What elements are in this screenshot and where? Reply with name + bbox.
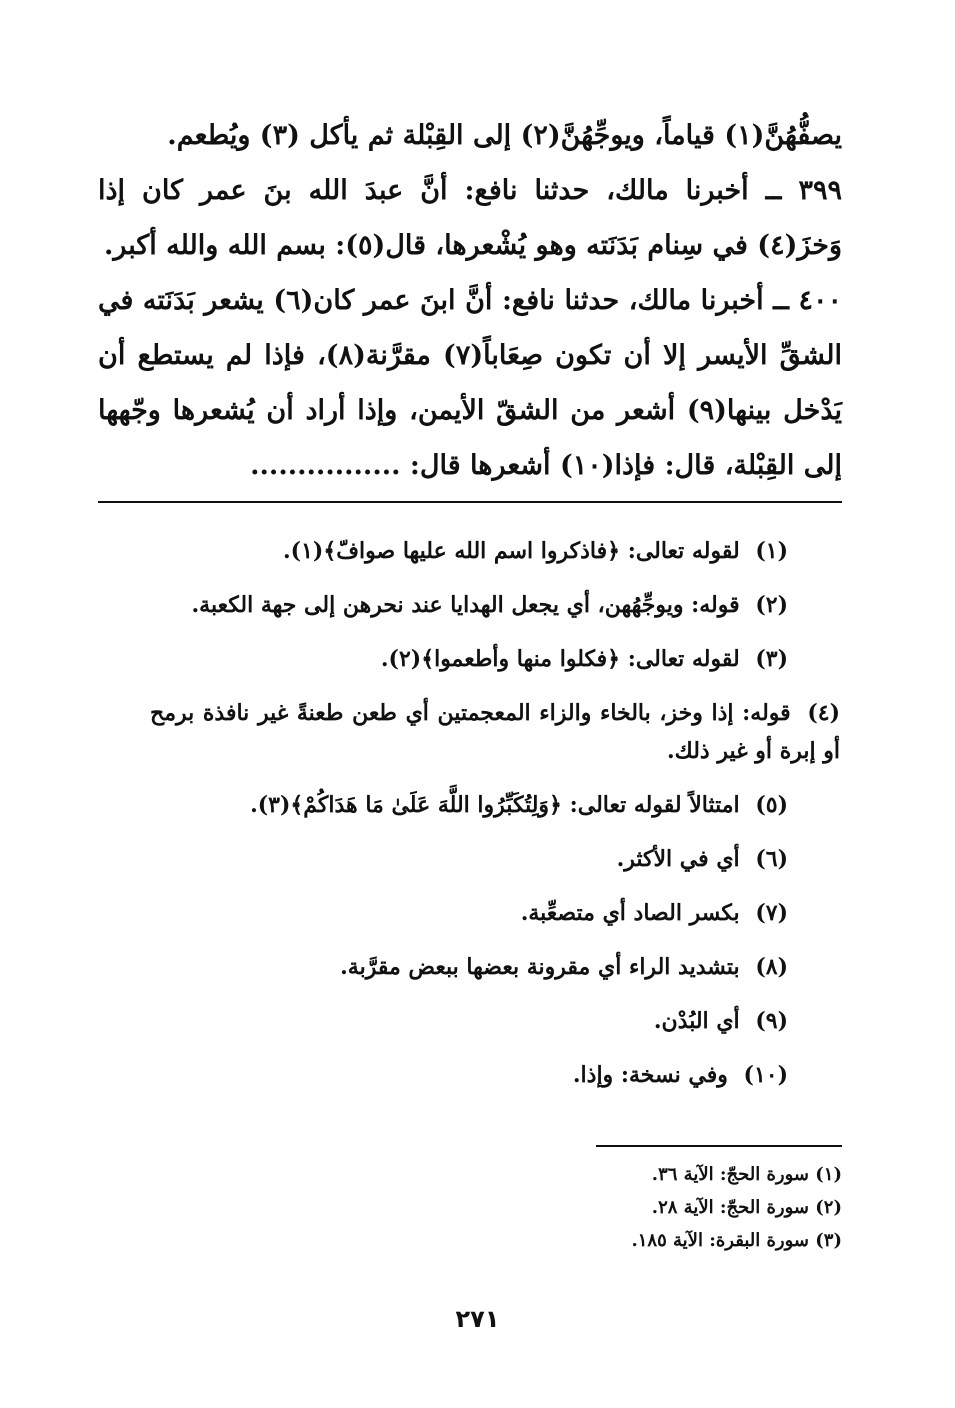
note-4 (150, 694, 840, 770)
note-number: (٤) (807, 700, 840, 726)
note-text: وفي نسخة: وإذا. (572, 1062, 728, 1088)
hadith-399: ٣٩٩ ــ أخبرنا مالك، حدثنا نافع: أنَّ عبدَ الله بنَ عمر كان إذا وَخزَ(٤) في سِنام بَدَنَته وهو يُشْعرها، قال(٥): بسم الله والله أكبر. (98, 175, 842, 261)
note-text: قوله: ويوجِّهُهن، أي يجعل الهدايا عند نحرهن إلى جهة الكعبة. (191, 592, 740, 618)
note-text: بتشديد الراء أي مقرونة بعضها ببعض مقرَّبة. (340, 954, 740, 980)
note-9 (98, 1002, 788, 1040)
hadith-400: ٤٠٠ ــ أخبرنا مالك، حدثنا نافع: أنَّ ابنَ عمر كان(٦) يشعر بَدَنَته في الشقِّ الأيسر إلا أن تكون صِعَاباً(٧) مقرَّنة(٨)، فإذا لم يستطع أن يَدْخل بينها(٩) أشعر من الشقّ الأيمن، وإذا أراد أن يُشعرها وجّهها إلى القِبْلة، قال: فإذا(١٠) أشعرها قال: ................ (98, 285, 843, 481)
note-7 (98, 894, 788, 932)
note-number: (٢) (755, 592, 788, 618)
note-10 (98, 1056, 788, 1094)
note-5 (98, 786, 788, 824)
note-3 (98, 640, 788, 678)
note-number: (١) (755, 538, 788, 564)
note-number: (٥) (755, 792, 788, 818)
note-text: لقوله تعالى: ﴿فاذكروا اسم الله عليها صوافّ﴾(١). (283, 538, 740, 564)
note-text: أي في الأكثر. (616, 846, 740, 872)
page-number: ٢٧١ (455, 1305, 500, 1333)
main-divider (98, 501, 842, 503)
note-number: (٧) (755, 900, 788, 926)
note-6 (98, 840, 788, 878)
note-8 (98, 948, 788, 986)
note-number: (٩) (755, 1008, 788, 1034)
note-text: أي البُدْن. (653, 1008, 740, 1034)
note-number: (٨) (755, 954, 788, 980)
note-number: (٦) (755, 846, 788, 872)
source-2: (٢) سورة الحجّ: الآية ٢٨. (651, 1197, 842, 1218)
source-1: (١) سورة الحجّ: الآية ٣٦. (651, 1164, 842, 1185)
note-1 (98, 532, 788, 570)
main-paragraph-1: يصفُّهُنَّ(١) قياماً، ويوجِّهُنَّ(٢) إلى القِبْلة ثم يأكل (٣) ويُطعم. (167, 120, 842, 151)
note-text: بكسر الصاد أي متصعِّبة. (520, 900, 740, 926)
quran-sources (542, 1158, 842, 1257)
note-number: (٣) (755, 646, 788, 672)
note-text: امتثالاً لقوله تعالى: ﴿وَلِتُكَبِّرُوا اللَّهَ عَلَىٰ مَا هَدَاكُمْ﴾(٣). (250, 792, 740, 818)
note-number: (١٠) (743, 1062, 788, 1088)
main-text (98, 108, 842, 493)
note-text: قوله: إذا وخز، بالخاء والزاء المعجمتين أي طعن طعنةً غير نافذة برمح أو إبرة أو غير ذلك. (150, 700, 840, 764)
note-2 (98, 586, 788, 624)
commentary-notes (98, 532, 840, 1110)
sources-divider (596, 1145, 842, 1147)
source-3: (٣) سورة البقرة: الآية ١٨٥. (631, 1230, 842, 1251)
note-text: لقوله تعالى: ﴿فكلوا منها وأطعموا﴾(٢). (380, 646, 740, 672)
